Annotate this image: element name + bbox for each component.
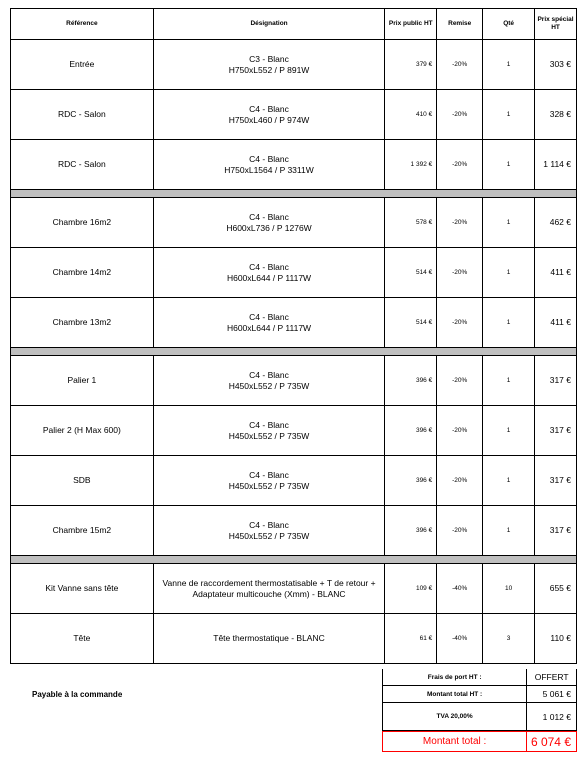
row-reference: Tête: [11, 614, 154, 664]
row-remise: -20%: [437, 40, 483, 90]
row-prix-special: 328 €: [535, 90, 577, 140]
table-row: [10, 564, 577, 614]
row-reference: Chambre 15m2: [11, 506, 154, 556]
row-prix-special: 303 €: [535, 40, 577, 90]
row-designation: Vanne de raccordement thermostatisable + T de retour + Adaptateur multicouche (Xmm) - BLANC: [154, 564, 386, 614]
row-qte: 1: [483, 298, 535, 348]
row-reference: Kit Vanne sans tête: [11, 564, 154, 614]
frais-label: Frais de port HT :: [383, 669, 527, 686]
montant-ht-value: 5 061 €: [527, 686, 577, 703]
totals-row-montant-ht: [382, 686, 577, 703]
row-qte: 1: [483, 90, 535, 140]
totals-row-montant-total: [382, 731, 577, 752]
row-reference: SDB: [11, 456, 154, 506]
row-prix-special: 1 114 €: [535, 140, 577, 190]
row-remise: -20%: [437, 356, 483, 406]
montant-ht-label: Montant total HT :: [383, 686, 527, 703]
row-reference: Chambre 14m2: [11, 248, 154, 298]
tva-label: TVA 20,00%: [383, 703, 527, 731]
row-qte: 1: [483, 198, 535, 248]
row-qte: 3: [483, 614, 535, 664]
row-remise: -20%: [437, 298, 483, 348]
totals-block: [382, 669, 577, 752]
table-row: [10, 456, 577, 506]
row-prix-public: 578 €: [385, 198, 437, 248]
header-remise: Remise: [437, 9, 483, 40]
row-prix-public: 396 €: [385, 406, 437, 456]
row-designation: C4 - Blanc H600xL736 / P 1276W: [154, 198, 386, 248]
row-designation: C3 - Blanc H750xL552 / P 891W: [154, 40, 386, 90]
row-remise: -20%: [437, 90, 483, 140]
row-designation: C4 - Blanc H450xL552 / P 735W: [154, 456, 386, 506]
row-prix-public: 514 €: [385, 298, 437, 348]
table-row: [10, 198, 577, 248]
row-prix-special: 317 €: [535, 406, 577, 456]
row-designation: C4 - Blanc H450xL552 / P 735W: [154, 406, 386, 456]
row-prix-special: 411 €: [535, 298, 577, 348]
row-remise: -40%: [437, 564, 483, 614]
row-remise: -20%: [437, 248, 483, 298]
row-prix-special: 317 €: [535, 356, 577, 406]
table-header: [10, 8, 577, 40]
table-row: [10, 614, 577, 664]
row-prix-special: 317 €: [535, 456, 577, 506]
row-qte: 1: [483, 40, 535, 90]
row-prix-special: 317 €: [535, 506, 577, 556]
row-prix-special: 655 €: [535, 564, 577, 614]
row-qte: 1: [483, 248, 535, 298]
row-qte: 10: [483, 564, 535, 614]
payment-terms: Payable à la commande: [32, 690, 123, 699]
header-prix-special: Prix spécial HT: [535, 9, 577, 40]
row-designation: Tête thermostatique - BLANC: [154, 614, 386, 664]
totals-row-tva: [382, 703, 577, 731]
table-row: [10, 356, 577, 406]
row-designation: C4 - Blanc H750xL1564 / P 3311W: [154, 140, 386, 190]
row-reference: Chambre 13m2: [11, 298, 154, 348]
montant-total-value: 6 074 €: [527, 732, 577, 752]
row-remise: -20%: [437, 506, 483, 556]
header-reference: Référence: [11, 9, 154, 40]
row-prix-public: 410 €: [385, 90, 437, 140]
group-separator: [10, 348, 577, 356]
row-remise: -20%: [437, 456, 483, 506]
row-designation: C4 - Blanc H600xL644 / P 1117W: [154, 298, 386, 348]
table-row: [10, 140, 577, 190]
row-reference: Palier 2 (H Max 600): [11, 406, 154, 456]
row-remise: -20%: [437, 406, 483, 456]
row-prix-public: 396 €: [385, 356, 437, 406]
header-designation: Désignation: [154, 9, 386, 40]
row-qte: 1: [483, 140, 535, 190]
table-row: [10, 406, 577, 456]
row-qte: 1: [483, 356, 535, 406]
row-prix-public: 396 €: [385, 456, 437, 506]
header-prix-public: Prix public HT: [385, 9, 437, 40]
montant-total-label: Montant total :: [383, 732, 527, 752]
row-qte: 1: [483, 406, 535, 456]
row-reference: Chambre 16m2: [11, 198, 154, 248]
row-reference: RDC - Salon: [11, 90, 154, 140]
table-row: [10, 506, 577, 556]
row-prix-special: 411 €: [535, 248, 577, 298]
row-designation: C4 - Blanc H600xL644 / P 1117W: [154, 248, 386, 298]
row-prix-special: 110 €: [535, 614, 577, 664]
row-reference: Palier 1: [11, 356, 154, 406]
row-prix-public: 61 €: [385, 614, 437, 664]
table-row: [10, 90, 577, 140]
row-prix-public: 396 €: [385, 506, 437, 556]
row-prix-public: 109 €: [385, 564, 437, 614]
row-remise: -40%: [437, 614, 483, 664]
totals-row-frais: [382, 669, 577, 686]
row-reference: Entrée: [11, 40, 154, 90]
row-reference: RDC - Salon: [11, 140, 154, 190]
row-prix-public: 514 €: [385, 248, 437, 298]
row-prix-public: 379 €: [385, 40, 437, 90]
row-remise: -20%: [437, 140, 483, 190]
row-prix-special: 462 €: [535, 198, 577, 248]
row-remise: -20%: [437, 198, 483, 248]
header-qte: Qté: [483, 9, 535, 40]
group-separator: [10, 556, 577, 564]
table-row: [10, 248, 577, 298]
table-row: [10, 40, 577, 90]
row-designation: C4 - Blanc H750xL460 / P 974W: [154, 90, 386, 140]
row-qte: 1: [483, 506, 535, 556]
row-designation: C4 - Blanc H450xL552 / P 735W: [154, 356, 386, 406]
row-prix-public: 1 392 €: [385, 140, 437, 190]
frais-value: OFFERT: [527, 669, 577, 686]
row-qte: 1: [483, 456, 535, 506]
table-row: [10, 298, 577, 348]
row-designation: C4 - Blanc H450xL552 / P 735W: [154, 506, 386, 556]
group-separator: [10, 190, 577, 198]
tva-value: 1 012 €: [527, 703, 577, 731]
quote-table: [10, 8, 577, 664]
